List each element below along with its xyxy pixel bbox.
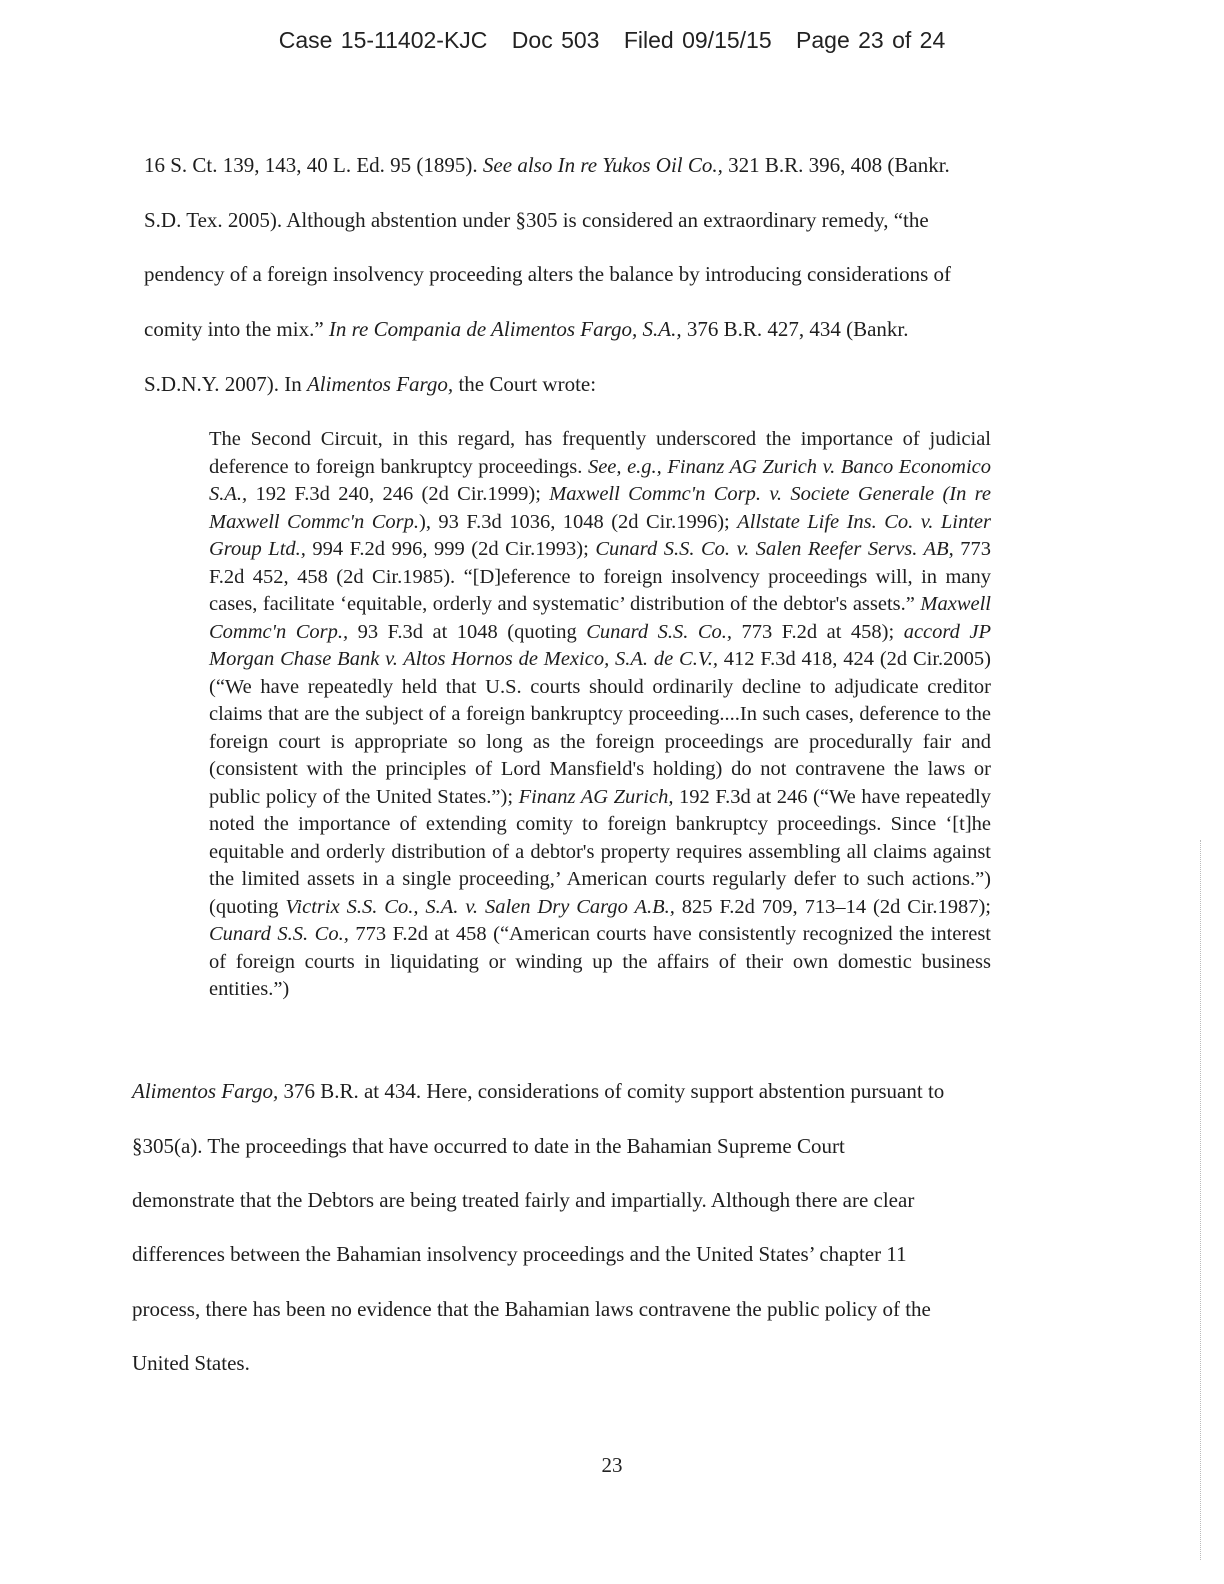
- text-line: §305(a). The proceedings that have occurred to date in the Bahamian Supreme Court: [132, 1134, 845, 1158]
- filed-date: Filed 09/15/15: [623, 27, 772, 53]
- case-header: [0, 27, 1224, 54]
- block-quote: The Second Circuit, in this regard, has frequently underscored the importance of judicial deference to foreign bankruptcy proceedings. See, e.g., Finanz AG Zurich v. Banco Economico S.A., 192 F.3d 240, 246 (2d Cir.1999); Maxwell Commc'n Corp. v. Societe Generale (In re Maxwell Commc'n Corp.), 93 F.3d 1036, 1048 (2d Cir.1996); Allstate Life Ins. Co. v. Linter Group Ltd., 994 F.2d 996, 999 (2d Cir.1993); Cunard S.S. Co. v. Salen Reefer Servs. AB, 773 F.2d 452, 458 (2d Cir.1985). “[D]eference to foreign insolvency proceedings will, in many cases, facilitate ‘equitable, orderly and systematic’ distribution of the debtor's assets.” Maxwell Commc'n Corp., 93 F.3d at 1048 (quoting Cunard S.S. Co., 773 F.2d at 458); accord JP Morgan Chase Bank v. Altos Hornos de Mexico, S.A. de C.V., 412 F.3d 418, 424 (2d Cir.2005) (“We have repeatedly held that U.S. courts should ordinarily decline to adjudicate creditor claims that are the subject of a foreign bankruptcy proceeding....In such cases, deference to the foreign court is appropriate so long as the foreign proceedings are procedurally fair and (consistent with the principles of Lord Mansfield's holding) do not contravene the laws or public policy of the United States.”); Finanz AG Zurich, 192 F.3d at 246 (“We have repeatedly noted the importance of extending comity to foreign bankruptcy proceedings. Since ‘[t]he equitable and orderly distribution of a debtor's property requires assembling all claims against the limited assets in a single proceeding,’ American courts regularly defer to such actions.”) (quoting Victrix S.S. Co., S.A. v. Salen Dry Cargo A.B., 825 F.2d 709, 713–14 (2d Cir.1987); Cunard S.S. Co., 773 F.2d at 458 (“American courts have consistently recognized the interest of foreign courts in liquidating or winding up the affairs of their own domestic business entities.”): [209, 428, 992, 1000]
- case-number: Case 15-11402-KJC: [278, 27, 488, 53]
- text-line: 16 S. Ct. 139, 143, 40 L. Ed. 95 (1895). See also In re Yukos Oil Co., 321 B.R. 396, 408 (Bankr.: [144, 153, 950, 177]
- text-line: Alimentos Fargo, 376 B.R. at 434. Here, considerations of comity support abstention pursuant to: [132, 1079, 945, 1103]
- text-line: S.D.N.Y. 2007). In Alimentos Fargo, the Court wrote:: [144, 372, 597, 396]
- text-line: comity into the mix.” In re Compania de Alimentos Fargo, S.A., 376 B.R. 427, 434 (Bankr.: [144, 317, 909, 341]
- doc-number: Doc 503: [511, 27, 600, 53]
- scan-edge-mark: [1200, 840, 1201, 1560]
- text-line: S.D. Tex. 2005). Although abstention under §305 is considered an extraordinary remedy, “the: [144, 208, 929, 232]
- page-indicator: Page 23 of 24: [796, 27, 946, 53]
- text-line: United States.: [132, 1351, 250, 1375]
- text-line: pendency of a foreign insolvency proceeding alters the balance by introducing considerations of: [144, 262, 952, 286]
- text-line: demonstrate that the Debtors are being treated fairly and impartially. Although there are clear: [132, 1188, 915, 1212]
- text-line: differences between the Bahamian insolvency proceedings and the United States’ chapter 11: [132, 1242, 907, 1266]
- page-number: 23: [601, 1453, 623, 1477]
- text-line: process, there has been no evidence that the Bahamian laws contravene the public policy of the: [132, 1297, 931, 1321]
